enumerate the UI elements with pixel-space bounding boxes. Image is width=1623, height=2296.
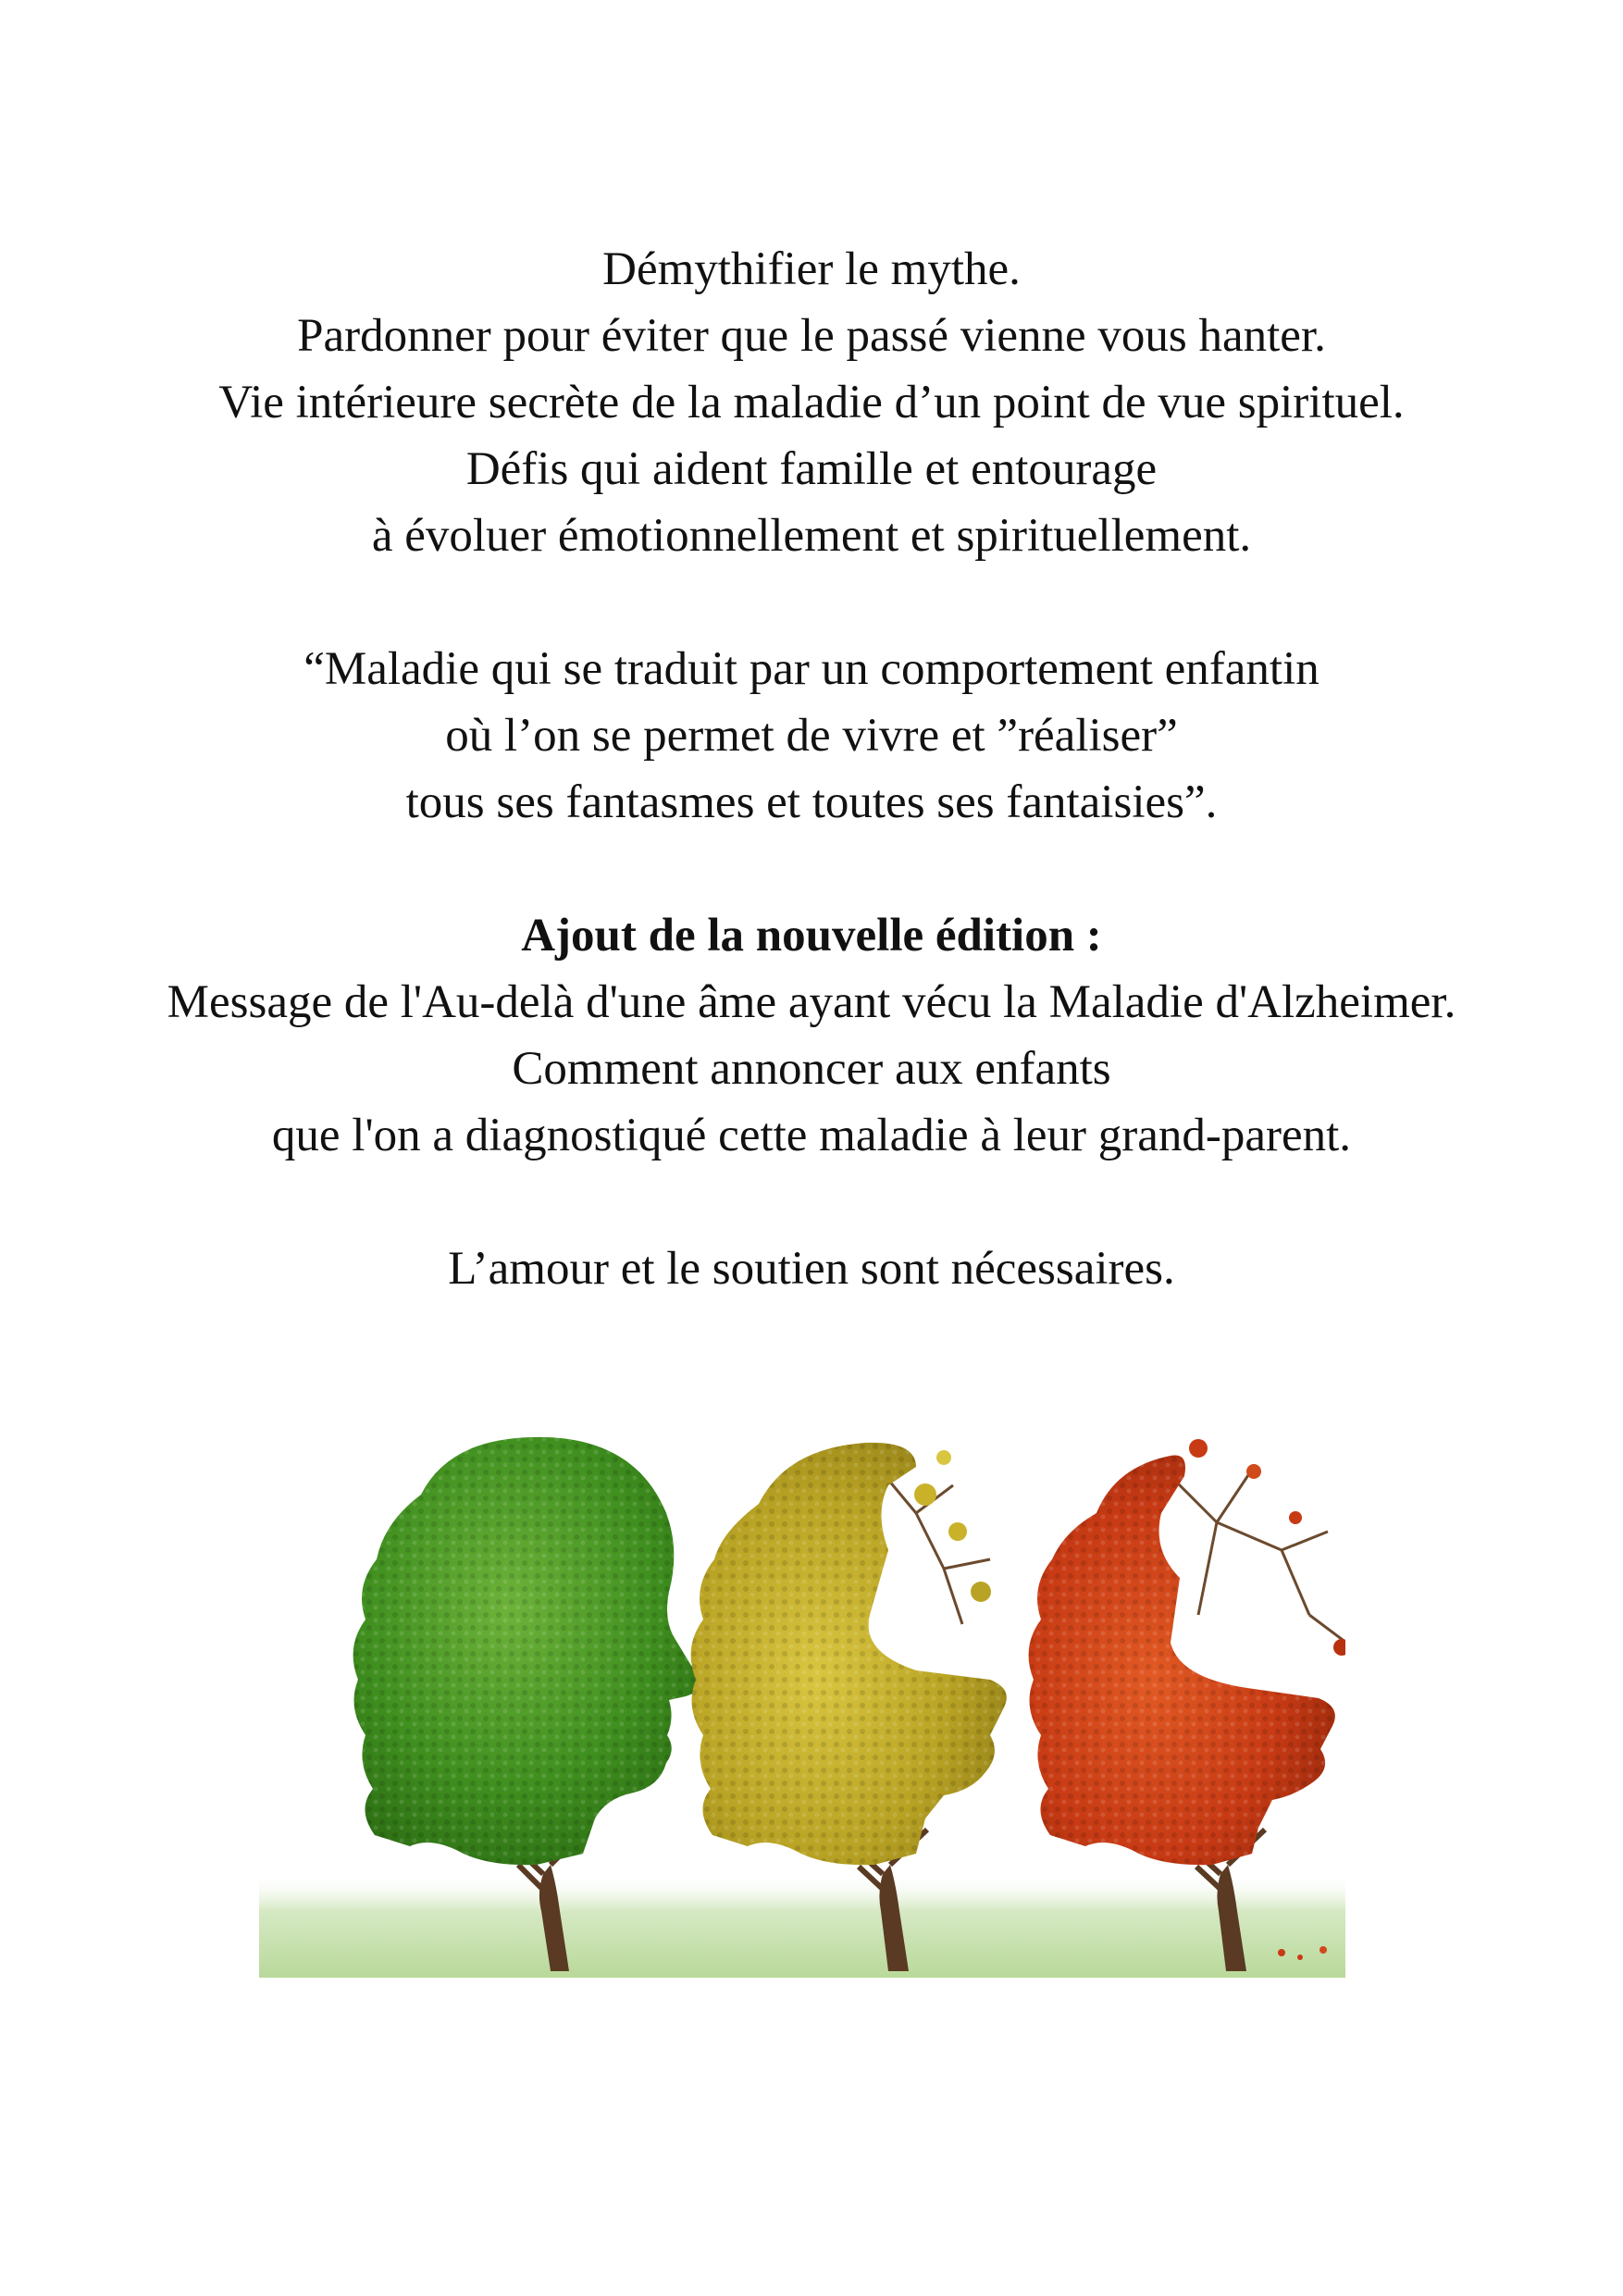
paragraph-gap [0,1169,1623,1235]
text-line: Message de l'Au-delà d'une âme ayant vécu la Maladie d'Alzheimer. [167,976,1456,1028]
paragraph-gap [0,836,1623,902]
paragraph-gap [0,569,1623,636]
text-line: Défis qui aident famille et entourage [465,443,1158,495]
text-line: Comment annoncer aux enfants [512,1043,1111,1095]
head-trees-illustration [259,1430,1345,1978]
quote-line: tous ses fantasmes et toutes ses fantaisies”. [405,776,1218,828]
closing-line: L’amour et le soutien sont nécessaires. [448,1243,1175,1295]
text-line: que l'on a diagnostiqué cette maladie à leur grand-parent. [271,1110,1352,1161]
new-edition-heading: Ajout de la nouvelle édition : [521,910,1102,962]
text-line: à évoluer émotionnellement et spirituellement. [371,510,1252,562]
quote-line: “Maladie qui se traduit par un comportement enfantin [304,643,1319,695]
text-line: Vie intérieure secrète de la maladie d’un point de vue spirituel. [218,377,1405,428]
quote-line: où l’on se permet de vivre et ”réaliser” [445,710,1178,762]
cover-text [0,236,1623,1302]
text-line: Démythifier le mythe. [602,243,1021,295]
text-line: Pardonner pour éviter que le passé vienne vous hanter. [297,310,1326,362]
grass-ground [259,1874,1345,1978]
